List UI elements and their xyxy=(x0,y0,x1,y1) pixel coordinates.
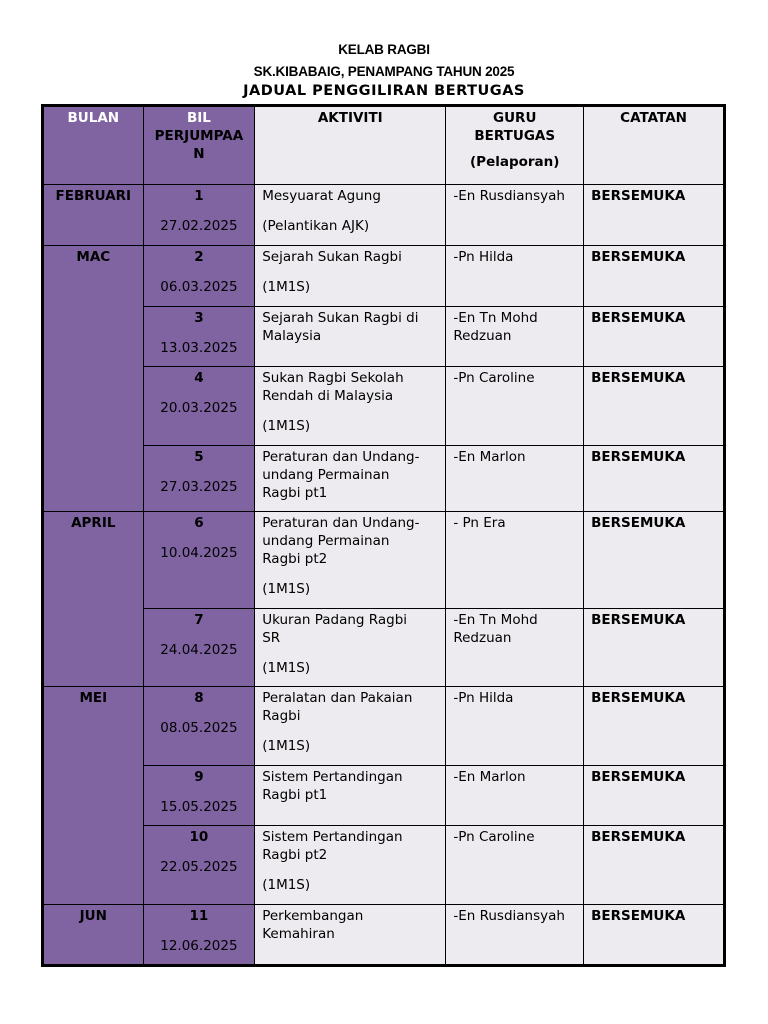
note-cell: BERSEMUKA xyxy=(584,185,725,246)
meeting-cell: 10 22.05.2025 xyxy=(143,826,255,905)
note-cell: BERSEMUKA xyxy=(584,826,725,905)
table-row xyxy=(43,185,725,246)
header-bulan: BULAN xyxy=(43,106,144,185)
teacher-cell: -En Rusdiansyah xyxy=(446,905,584,966)
month-cell: MEI xyxy=(43,687,144,905)
teacher-cell: -Pn Hilda xyxy=(446,687,584,766)
teacher-cell: -En Tn Mohd Redzuan xyxy=(446,609,584,687)
month-cell: APRIL xyxy=(43,512,144,687)
schedule-table xyxy=(41,104,726,967)
meeting-cell: 7 24.04.2025 xyxy=(143,609,255,687)
table-row xyxy=(43,367,725,446)
note-cell: BERSEMUKA xyxy=(584,512,725,609)
header-guru-bertugas: GURU BERTUGAS (Pelaporan) xyxy=(446,106,584,185)
note-cell: BERSEMUKA xyxy=(584,687,725,766)
activity-cell: Sejarah Sukan Ragbi (1M1S) xyxy=(255,246,446,307)
activity-cell: Sistem Pertandingan Ragbi pt2 (1M1S) xyxy=(255,826,446,905)
table-row xyxy=(43,687,725,766)
table-row xyxy=(43,905,725,966)
note-cell: BERSEMUKA xyxy=(584,446,725,512)
activity-cell: Sejarah Sukan Ragbi di Malaysia xyxy=(255,307,446,367)
header-bil-perjumpaan: BIL PERJUMPAA N xyxy=(143,106,255,185)
activity-cell: Peralatan dan Pakaian Ragbi (1M1S) xyxy=(255,687,446,766)
activity-cell: Mesyuarat Agung (Pelantikan AJK) xyxy=(255,185,446,246)
meeting-cell: 11 12.06.2025 xyxy=(143,905,255,966)
note-cell: BERSEMUKA xyxy=(584,766,725,826)
table-row xyxy=(43,512,725,609)
document-title: JADUAL PENGGILIRAN BERTUGAS xyxy=(243,83,525,99)
note-cell: BERSEMUKA xyxy=(584,609,725,687)
teacher-cell: -Pn Caroline xyxy=(446,367,584,446)
month-cell: MAC xyxy=(43,246,144,512)
activity-cell: Ukuran Padang Ragbi SR (1M1S) xyxy=(255,609,446,687)
table-row xyxy=(43,446,725,512)
month-cell: JUN xyxy=(43,905,144,966)
activity-cell: Peraturan dan Undang- undang Permainan Ragbi pt2 (1M1S) xyxy=(255,512,446,609)
teacher-cell: -En Marlon xyxy=(446,766,584,826)
note-cell: BERSEMUKA xyxy=(584,905,725,966)
table-row xyxy=(43,826,725,905)
table-header-row xyxy=(43,106,725,185)
meeting-cell: 9 15.05.2025 xyxy=(143,766,255,826)
note-cell: BERSEMUKA xyxy=(584,246,725,307)
table-row xyxy=(43,609,725,687)
month-cell: FEBRUARI xyxy=(43,185,144,246)
teacher-cell: -Pn Caroline xyxy=(446,826,584,905)
teacher-cell: - Pn Era xyxy=(446,512,584,609)
activity-cell: Perkembangan Kemahiran xyxy=(255,905,446,966)
activity-cell: Sistem Pertandingan Ragbi pt1 xyxy=(255,766,446,826)
meeting-cell: 1 27.02.2025 xyxy=(143,185,255,246)
meeting-cell: 4 20.03.2025 xyxy=(143,367,255,446)
meeting-cell: 3 13.03.2025 xyxy=(143,307,255,367)
teacher-cell: -En Tn Mohd Redzuan xyxy=(446,307,584,367)
meeting-cell: 6 10.04.2025 xyxy=(143,512,255,609)
table-row xyxy=(43,246,725,307)
activity-cell: Peraturan dan Undang- undang Permainan Ragbi pt1 xyxy=(255,446,446,512)
header-catatan: CATATAN xyxy=(584,106,725,185)
table-row xyxy=(43,766,725,826)
school-name-year: SK.KIBABAIG, PENAMPANG TAHUN 2025 xyxy=(253,64,515,79)
table-row xyxy=(43,307,725,367)
activity-cell: Sukan Ragbi Sekolah Rendah di Malaysia (1M1S) xyxy=(255,367,446,446)
teacher-cell: -En Rusdiansyah xyxy=(446,185,584,246)
header-aktiviti: AKTIVITI xyxy=(255,106,446,185)
meeting-cell: 8 08.05.2025 xyxy=(143,687,255,766)
club-name: KELAB RAGBI xyxy=(338,42,430,57)
meeting-cell: 2 06.03.2025 xyxy=(143,246,255,307)
teacher-cell: -En Marlon xyxy=(446,446,584,512)
meeting-cell: 5 27.03.2025 xyxy=(143,446,255,512)
note-cell: BERSEMUKA xyxy=(584,307,725,367)
teacher-cell: -Pn Hilda xyxy=(446,246,584,307)
note-cell: BERSEMUKA xyxy=(584,367,725,446)
